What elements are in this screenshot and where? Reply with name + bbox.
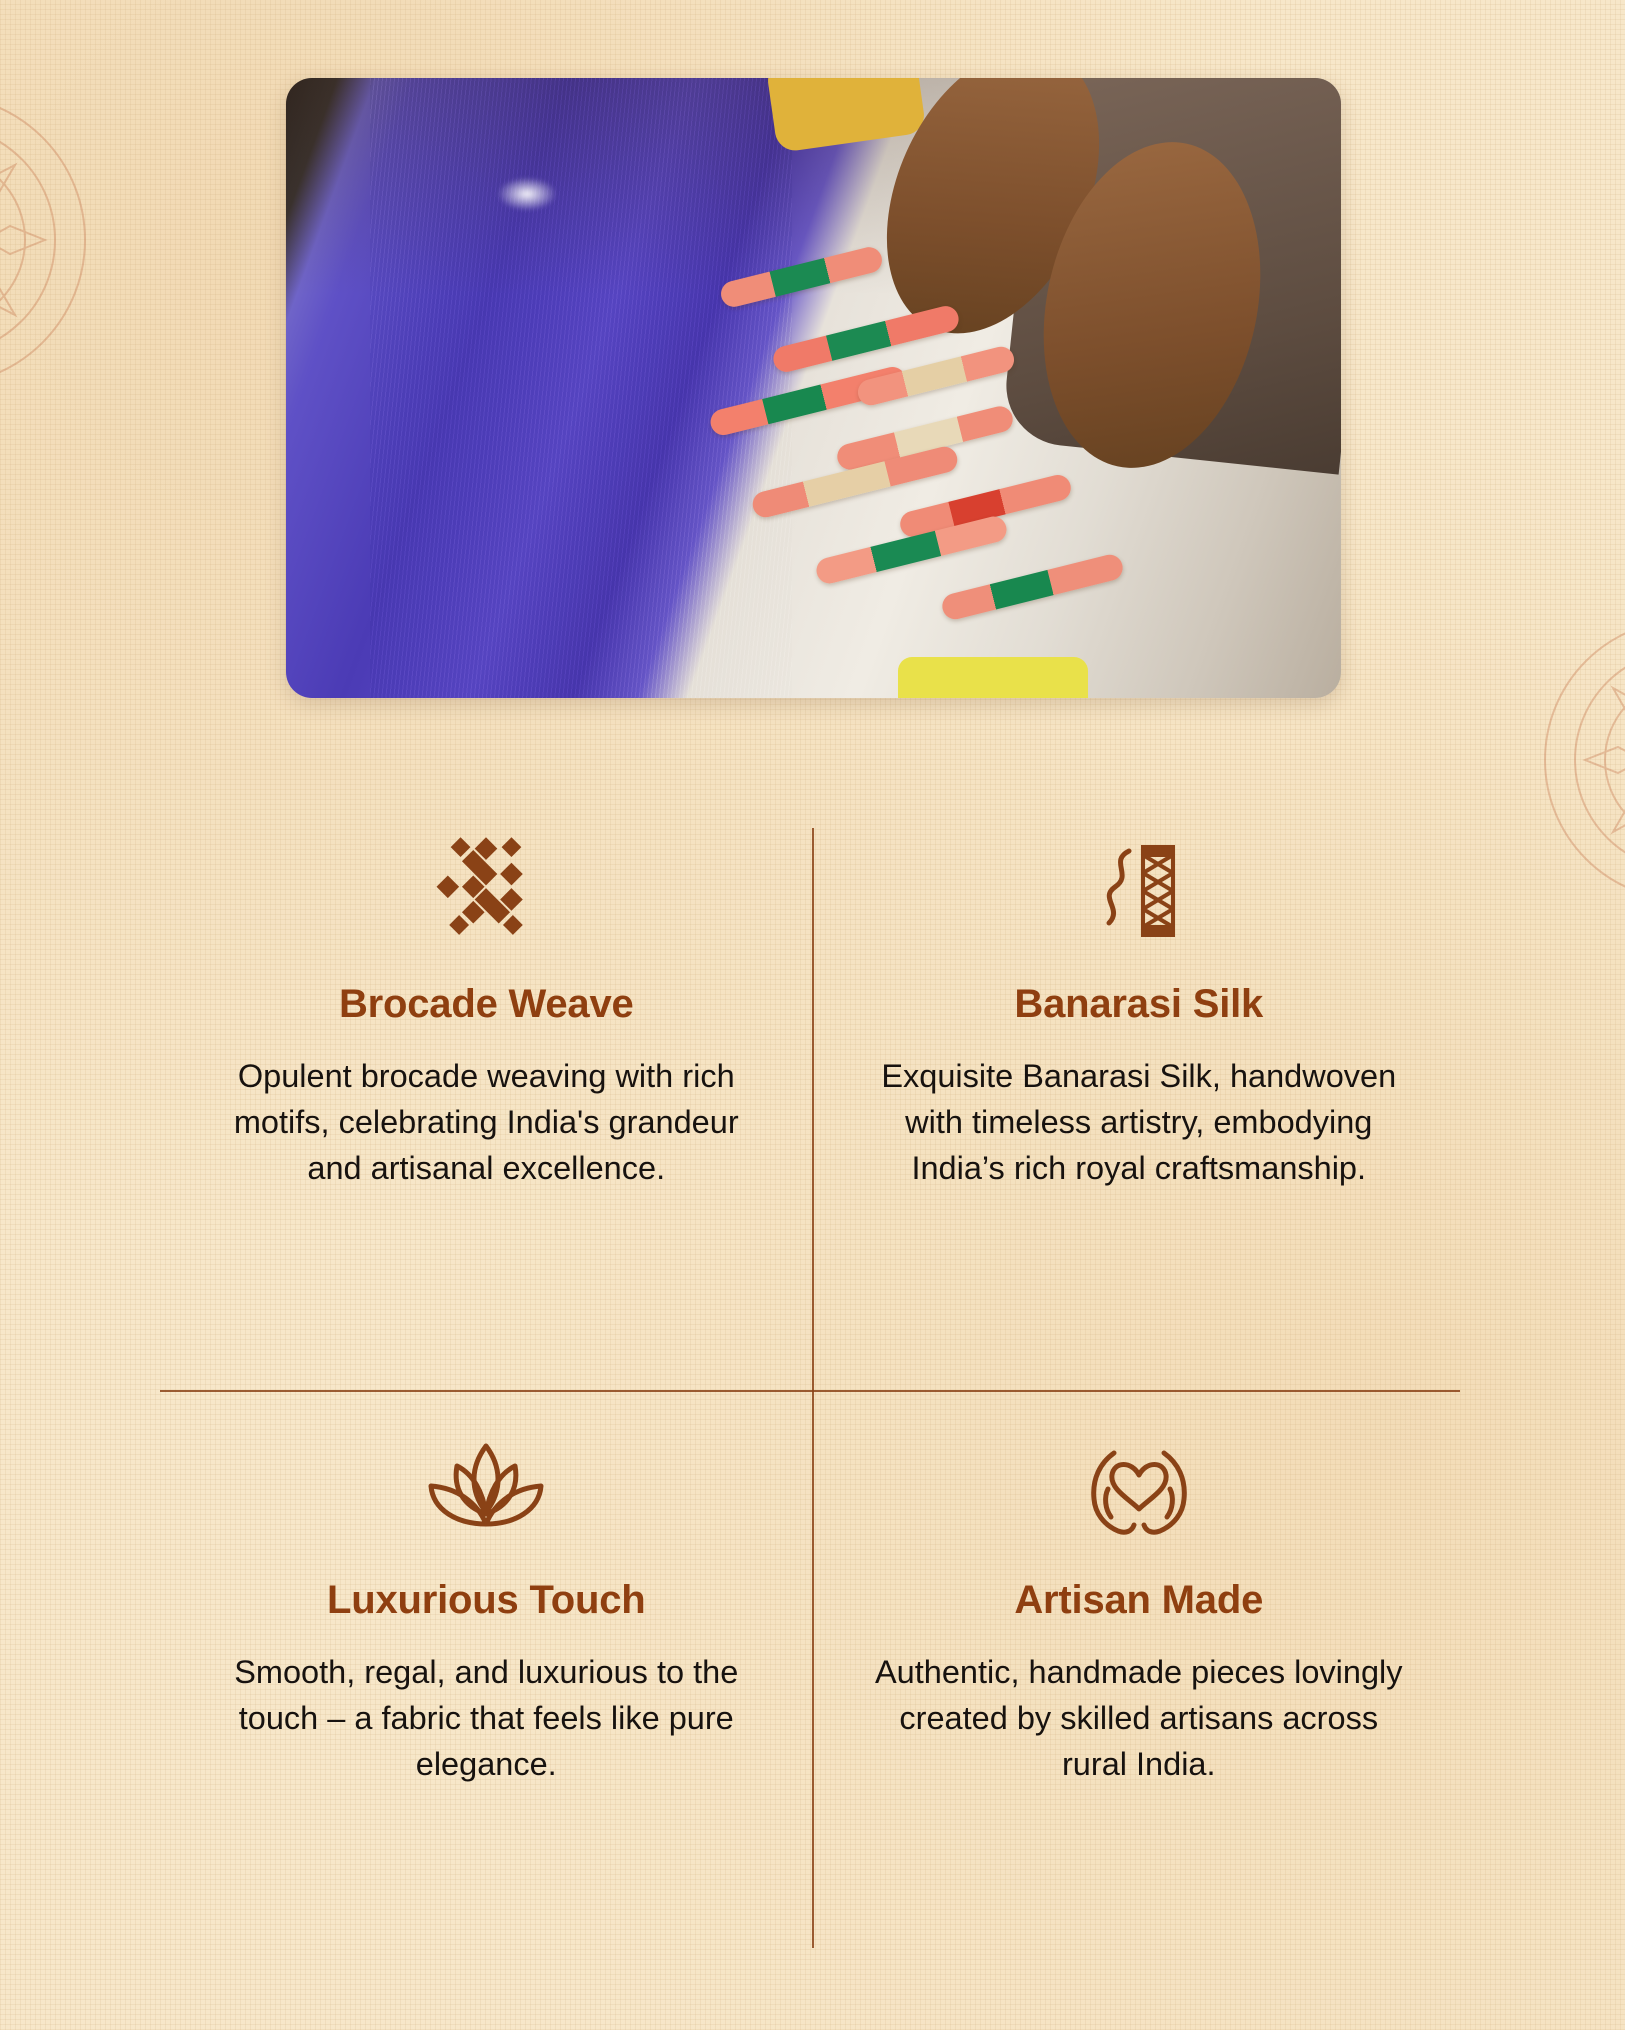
feature-title: Banarasi Silk — [1014, 982, 1264, 1026]
lotus-icon — [411, 1412, 561, 1562]
hero-image — [286, 78, 1341, 698]
feature-card-luxurious-touch — [160, 1370, 813, 1940]
background-fabric-yellow-2 — [898, 657, 1088, 698]
feature-title: Luxurious Touch — [327, 1578, 646, 1622]
mandala-ornament-left — [0, 60, 190, 540]
feature-description: Opulent brocade weaving with rich motifs, celebrating India's grandeur and artisanal excellence. — [233, 1058, 739, 1187]
background-fabric-yellow — [766, 78, 927, 153]
feature-title: Artisan Made — [1014, 1578, 1264, 1622]
thread-bobbin — [940, 552, 1126, 622]
warp-threads — [370, 78, 792, 698]
brocade-weave-icon — [411, 816, 561, 966]
hands-heart-icon — [1064, 1412, 1214, 1562]
thread-bobbin — [855, 344, 1017, 408]
silk-spool-icon — [1064, 816, 1214, 966]
fabric-highlight — [497, 177, 557, 211]
feature-description: Authentic, handmade pieces lovingly created by skilled artisans across rural India. — [874, 1654, 1403, 1783]
feature-card-brocade-weave — [160, 800, 813, 1370]
feature-description: Smooth, regal, and luxurious to the touch – a fabric that feels like pure elegance. — [234, 1654, 739, 1783]
feature-description: Exquisite Banarasi Silk, handwoven with timeless artistry, embodying India’s rich royal craftsmanship. — [881, 1058, 1397, 1187]
feature-grid — [160, 800, 1465, 1940]
handloom-weaving-photo — [286, 78, 1341, 698]
feature-card-artisan-made — [813, 1370, 1466, 1940]
feature-card-banarasi-silk — [813, 800, 1466, 1370]
feature-title: Brocade Weave — [338, 982, 634, 1026]
